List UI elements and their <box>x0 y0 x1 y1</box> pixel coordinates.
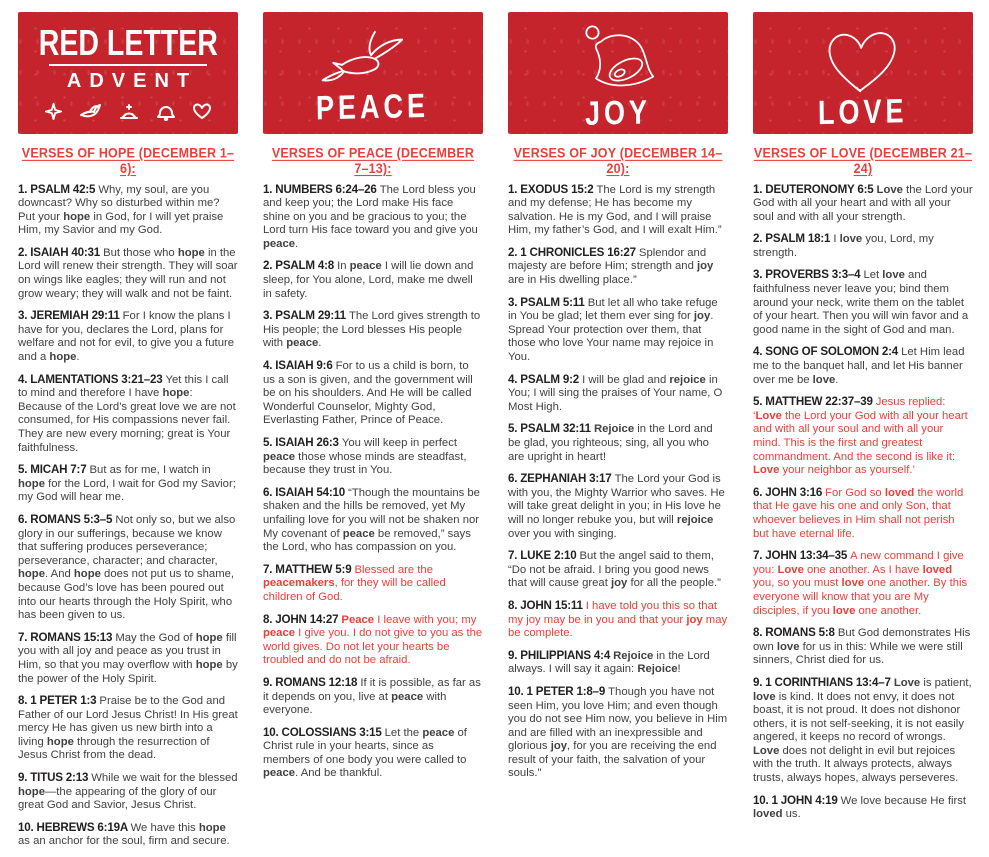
verse <box>263 726 483 781</box>
verse-text: . <box>318 337 322 350</box>
verse-text: by the power of the Holy Spirit. <box>18 658 238 685</box>
verse-text: in the Lord will renew their strength. They will soar on wings like eagles; they will run and not grow weary; they will walk and not be faint. <box>18 246 238 300</box>
verse-text: for the Lord, I wait for God my Savior; my God will hear me. <box>18 477 236 504</box>
verse-text: may be complete. <box>508 613 728 640</box>
verse-text: . And be thankful. <box>295 767 383 780</box>
verse-text: But those who <box>103 246 178 259</box>
verse-text: For I know the plans I have for you, declares the Lord, plans for welfare and not for evil, to give you a future and a <box>18 310 235 364</box>
verse-text: We love because He first <box>840 794 967 807</box>
verse <box>508 599 728 641</box>
verse-text: If it is possible, as far as it depends on you, live at <box>263 676 481 703</box>
column-heading-hope: VERSES OF HOPE (DECEMBER 1–6): <box>21 145 235 176</box>
verse <box>18 631 238 686</box>
verse-reference: 10. COLOSSIANS 3:15 <box>263 725 385 739</box>
verse-keyword: joy <box>693 310 711 323</box>
verse-text: us. <box>782 808 801 821</box>
bell-icon <box>156 101 176 121</box>
verse-keyword: hope <box>198 821 226 834</box>
verse <box>18 246 238 301</box>
verse-text: Not only so, but we also glory in our sufferings, because we know that suffering produces perseverance; perseverance, character; and character, <box>18 513 236 567</box>
verse-reference: 2. ISAIAH 40:31 <box>18 245 104 259</box>
verse-keyword: peace <box>422 726 455 739</box>
verse-reference: 10. 1 PETER 1:8–9 <box>508 684 609 698</box>
verse-keyword: love <box>839 233 863 246</box>
verse-reference: 5. MICAH 7:7 <box>18 463 90 477</box>
column-hope <box>18 12 238 857</box>
verse-text: one another. As I have <box>803 563 923 576</box>
verse-text: is patient, <box>920 676 972 689</box>
verse-reference: 2. 1 CHRONICLES 16:27 <box>508 245 639 259</box>
verse-reference: 8. JOHN 14:27 <box>263 612 342 626</box>
verse <box>753 183 973 225</box>
verse-text: I will be glad and <box>582 373 670 386</box>
verse <box>508 472 728 541</box>
verse-keyword: hope <box>18 568 45 581</box>
verse-text: is kind. It does not envy, it does not boast, it is not proud. It does not dishonor others, it is not self-seeking, it is not easily angered, it keeps no record of wrongs. <box>753 690 964 744</box>
verse-keyword: peace <box>391 690 424 703</box>
verse-keyword: hope <box>49 351 77 364</box>
verse-text: Why, my soul, are you downcast? Why so disturbed within me? Put your <box>18 183 220 223</box>
verse-text: May the God of <box>115 631 196 644</box>
verse <box>263 436 483 478</box>
verse <box>753 794 973 822</box>
verse <box>263 613 483 668</box>
verse-keyword: joy <box>697 260 714 273</box>
column-joy <box>508 12 728 857</box>
verse-text: , for they will be called children of God. <box>263 577 446 603</box>
verse <box>508 685 728 781</box>
love-banner <box>753 12 973 134</box>
verse-keyword: hope <box>195 658 223 671</box>
dove-icon <box>314 28 432 90</box>
verse-text: through the resurrection of Jesus Christ from the dead. <box>18 735 210 762</box>
verse-text: But God demonstrates His own <box>753 627 971 653</box>
verse-text: For God so <box>825 486 885 499</box>
verse-keyword: hope <box>177 246 205 259</box>
verse <box>753 395 973 478</box>
verse-list-love <box>753 183 973 822</box>
verse-text: Though you have not seen Him, you love Him; and even though you do not see Him now, you believe in Him and are filled with an inexpressible and glorious <box>508 685 728 753</box>
verse-text: But the angel said to them, “Do not be afraid. I bring you good news that will cause great <box>508 550 714 590</box>
verse-text: you, so you must <box>753 577 842 590</box>
advent-icon-row <box>44 101 212 121</box>
verse-keyword: love <box>882 269 905 282</box>
verse-reference: 6. ISAIAH 54:10 <box>263 485 349 499</box>
verse-keyword: loved <box>753 808 783 821</box>
column-love <box>753 12 973 857</box>
verse-text: you, Lord, my strength. <box>753 233 934 259</box>
verse-list-joy <box>508 183 728 782</box>
verse-reference: 9. PHILIPPIANS 4:4 <box>508 648 614 662</box>
verse-keyword: peace <box>263 767 296 780</box>
verse <box>753 345 973 387</box>
verse <box>263 359 483 428</box>
star-icon <box>44 102 63 121</box>
verse-keyword: peace <box>342 527 375 540</box>
verse-text: —the appearing of the glory of our great God and Savior, Jesus Christ. <box>18 785 217 812</box>
verse-reference: 6. ROMANS 5:3–5 <box>18 512 116 526</box>
verse-keyword: love <box>841 577 865 590</box>
column-heading-joy: VERSES OF JOY (DECEMBER 14–20): <box>513 145 723 176</box>
logo-line1: RED LETTER <box>38 21 218 64</box>
verse-keyword: hope <box>195 631 223 644</box>
verse <box>753 626 973 668</box>
verse-text: ! <box>677 663 681 676</box>
logo-line2: ADVENT <box>66 70 198 92</box>
verse <box>508 549 728 591</box>
peace-title: PEACE <box>316 86 430 127</box>
verse-reference: 1. NUMBERS 6:24–26 <box>263 182 380 196</box>
verse-text: . <box>76 351 80 364</box>
verse-reference: 5. ISAIAH 26:3 <box>263 436 342 449</box>
verse-text: in You; I will sing the praises of Your name, O Most High. <box>508 373 723 413</box>
verse-keyword: joy <box>686 613 703 626</box>
verse-reference: 4. SONG OF SOLOMON 2:4 <box>753 345 902 359</box>
verse-text: “Though the mountains be shaken and the hills be removed, yet My unfailing love for you will not be shaken nor My covenant of <box>263 486 480 540</box>
verse-keyword: rejoice <box>676 513 714 526</box>
verse-keyword: love <box>812 373 836 386</box>
verse-text: fill you with all joy and peace as you trust in Him, so that you may overflow with <box>18 631 237 671</box>
verse-reference: 2. PSALM 4:8 <box>263 259 338 273</box>
verse-text: In <box>337 260 350 273</box>
verse-text: over you with singing. <box>508 527 617 540</box>
verse-text: We have this <box>130 821 199 834</box>
verse-text: in the Lord and be glad, you righteous; sing, all you who are upright in heart! <box>508 423 713 463</box>
verse <box>18 694 238 763</box>
verse-text: for all the people.” <box>627 577 721 590</box>
verse-text: A new command I give you: <box>753 550 964 576</box>
verse-text: your neighbor as yourself.’ <box>779 464 916 477</box>
verse-keyword: hope <box>18 477 45 490</box>
verse-keyword: Love <box>777 563 804 576</box>
verse-reference: 1. DEUTERONOMY 6:5 <box>753 182 877 196</box>
verse-reference: 5. PSALM 32:11 <box>508 422 594 436</box>
verse-text: The Lord your God is with you, the Mighty Warrior who saves. He will take great delight in you; in His love he will no longer rebuke you, but will <box>508 473 725 526</box>
verse-keyword: rejoice <box>669 373 706 386</box>
verse-reference: 3. PSALM 5:11 <box>508 295 588 309</box>
verse <box>263 259 483 301</box>
verse-text: , for you are receiving the end result of your faith, the salvation of your souls." <box>508 740 717 780</box>
verse <box>753 676 973 786</box>
verse <box>508 246 728 288</box>
verse-keyword: love <box>753 690 776 703</box>
verse-text: I have told you this so that my joy may be in you and that your <box>508 599 718 626</box>
verse-reference: 3. PSALM 29:11 <box>263 309 349 323</box>
verse-text: does not put us to shame, because God’s love has been poured out into our hearts through the Holy Spirit, who has been given to us. <box>18 568 235 622</box>
verse-text: For to us a child is born, to us a son is given, and the government will be on his shoulders. And He will be called Wonderful Counselor, Mighty God, Everlasting Father, Prince of Peace. <box>263 360 473 427</box>
verse-text: : Because of the Lord’s great love we are not consumed, for His compassions never fail. They are new every morning; great is Your faithfulness. <box>18 387 236 454</box>
verse-reference: 10. HEBREWS 6:19A <box>18 820 131 834</box>
verse-text: I give you. I do not give to you as the world gives. Do not let your hearts be troubled and do not be afraid. <box>263 627 483 667</box>
verse <box>753 232 973 260</box>
verse-text: Yet this I call to mind and therefore I have <box>18 373 229 400</box>
verse-reference: 1. EXODUS 15:2 <box>508 182 597 196</box>
verse-text: one another. By this everyone will know that you are My disciples, if you <box>753 577 968 617</box>
verse-text: those whose minds are steadfast, because they trust in You. <box>263 450 467 477</box>
verse-text: does not delight in evil but rejoices with the truth. It always protects, always trusts, always hopes, always perseveres. <box>753 744 959 785</box>
column-heading-love: VERSES OF LOVE (DECEMBER 21–24) <box>753 145 973 176</box>
verse-reference: 9. TITUS 2:13 <box>18 771 92 785</box>
logo-divider <box>49 64 207 66</box>
verse-keyword: peace <box>263 627 296 640</box>
verse-keyword: Rejoice <box>637 663 678 676</box>
verse-keyword: joy <box>610 577 628 590</box>
verse <box>263 676 483 718</box>
verse-keyword: loved <box>922 563 953 576</box>
verse-text: I <box>833 233 840 246</box>
verse-text: . <box>295 237 299 250</box>
column-peace <box>263 12 483 857</box>
verse-keyword: hope <box>63 210 91 223</box>
verse-text: While we wait for the blessed <box>91 772 238 785</box>
verse-reference: 8. JOHN 15:11 <box>508 598 586 612</box>
verse-keyword: hope <box>46 735 74 748</box>
verse-text: Splendor and majesty are before Him; strength and <box>508 246 707 273</box>
verse <box>508 649 728 677</box>
verse-reference: 4. PSALM 9:2 <box>508 372 583 386</box>
verse <box>18 183 238 238</box>
verse-keyword: love <box>776 640 800 653</box>
verse-text: in God, for I will yet praise Him, my Savior and my God. <box>18 210 224 237</box>
verse-text: Blessed are the <box>354 563 433 576</box>
nativity-icon <box>118 101 140 121</box>
verse-text: . <box>835 373 839 386</box>
verse-keyword: peace <box>263 237 296 250</box>
verse-text: The Lord is my strength and my defense; He has become my salvation. He is my God, and I will praise Him, my father’s God, and I will exalt Him.” <box>508 183 722 237</box>
verse-keyword: Peace <box>341 613 375 626</box>
verse-keyword: peace <box>349 260 382 273</box>
verse-text: . Spread Your protection over them, that those who love Your name may rejoice in You. <box>508 310 714 364</box>
verse-reference: 7. ROMANS 15:13 <box>18 630 116 644</box>
verse-keyword: Rejoice <box>613 649 654 662</box>
verse <box>18 821 238 849</box>
verse-text: Let the <box>384 726 423 739</box>
verse-keyword: peacemakers <box>263 577 335 590</box>
verse-text: Let Him lead me to the banquet hall, and let His banner over me be <box>753 346 965 386</box>
verse-keyword: peace <box>263 450 296 463</box>
verse-reference: 7. JOHN 13:34–35 <box>753 549 851 563</box>
verse <box>18 771 238 813</box>
verse <box>18 463 238 505</box>
verse-reference: 9. 1 CORINTHIANS 13:4–7 <box>753 675 894 689</box>
verse-text: and faithfulness never leave you; bind them around your neck, write them on the tablet of your heart. Then you will win favor and a good name in the sight of God and man. <box>753 269 969 336</box>
love-title: LOVE <box>817 91 908 132</box>
verse-text: the Lord your God with all your heart and with all your soul and with all your mind. This is the first and greatest commandment. And the second is like it: <box>753 409 968 463</box>
verse-reference: 10. 1 JOHN 4:19 <box>753 793 841 807</box>
verse-reference: 6. JOHN 3:16 <box>753 485 826 499</box>
verse <box>508 373 728 415</box>
verse-text: with everyone. <box>263 690 447 717</box>
verse-reference: 6. ZEPHANIAH 3:17 <box>508 472 615 486</box>
heart-icon <box>192 102 212 120</box>
verse-text: as an anchor for the soul, firm and secure. <box>18 835 230 848</box>
verse-text: Praise be to the God and Father of our Lord Jesus Christ! In His great mercy He has given us new birth into a living <box>18 695 238 748</box>
verse-text: are in His dwelling place.” <box>508 274 637 287</box>
verse-text: But let all who take refuge in You be glad; let them ever sing for <box>508 296 718 323</box>
bell-icon <box>568 22 668 96</box>
joy-title: JOY <box>584 92 652 132</box>
verse-keyword: love <box>832 604 856 617</box>
peace-banner <box>263 12 483 134</box>
verse-keyword: Rejoice <box>593 423 635 436</box>
verse-reference: 4. LAMENTATIONS 3:21–23 <box>18 372 166 386</box>
verse <box>263 486 483 555</box>
verse-list-peace <box>263 183 483 782</box>
verse-reference: 2. PSALM 18:1 <box>753 232 834 246</box>
verse-text: The Lord gives strength to His people; the Lord blesses His people with <box>263 310 481 350</box>
verse <box>263 563 483 605</box>
verse <box>263 183 483 252</box>
dove-icon <box>79 102 102 120</box>
verse-keyword: Love <box>753 464 780 477</box>
column-heading-peace: VERSES OF PEACE (DECEMBER 7–13): <box>271 145 475 176</box>
verse-reference: 9. ROMANS 12:18 <box>263 675 361 689</box>
verse-keyword: Love <box>876 183 903 196</box>
verse-reference: 8. 1 PETER 1:3 <box>18 694 100 708</box>
verse-text: one another. <box>855 604 922 617</box>
verse-text: I will lie down and sleep, for You alone, Lord, make me dwell in safety. <box>263 260 474 300</box>
verse-text: the world that He gave his one and only Son, that whoever believes in Him shall not perish but have eternal life. <box>753 486 964 540</box>
verse <box>508 296 728 365</box>
verse-text: The Lord bless you and keep you; the Lord make His face shine on you and be gracious to you; the Lord turn His face toward you and give you <box>263 183 478 237</box>
verse-reference: 4. ISAIAH 9:6 <box>263 359 336 373</box>
verse-reference: 3. JEREMIAH 29:11 <box>18 309 123 323</box>
verse-text: be removed,” says the Lord, who has compassion on you. <box>263 527 471 554</box>
verse <box>18 513 238 623</box>
verse-reference: 3. PROVERBS 3:3–4 <box>753 268 864 282</box>
verse-text: Let <box>863 269 883 282</box>
verse <box>753 486 973 541</box>
verse-keyword: hope <box>18 785 45 798</box>
verse-text: I leave with you; my <box>374 613 477 626</box>
verse-text: of Christ rule in your hearts, since as members of one body you were called to <box>263 726 467 766</box>
verse-text: But as for me, I watch in <box>89 464 211 477</box>
verse <box>18 373 238 456</box>
joy-banner <box>508 12 728 134</box>
verse <box>508 422 728 464</box>
verse-text: . And <box>45 568 74 581</box>
verse-list-hope <box>18 183 238 850</box>
verse-keyword: peace <box>286 337 319 350</box>
verse-text: in the Lord always. I will say it again: <box>508 649 710 676</box>
verse <box>263 309 483 351</box>
verse <box>753 549 973 618</box>
verse-keyword: hope <box>73 568 101 581</box>
verse-keyword: joy <box>550 740 568 753</box>
verse-text: for us in this: While we were still sinners, Christ died for us. <box>753 640 963 667</box>
verse <box>18 309 238 364</box>
verse-text: You will keep in perfect <box>341 437 457 449</box>
red-letter-advent-banner <box>18 12 238 134</box>
verse-reference: 5. MATTHEW 22:37–39 <box>753 395 876 409</box>
verse-keyword: Love <box>893 676 921 689</box>
verse-reference: 7. LUKE 2:10 <box>508 549 580 563</box>
verse-keyword: hope <box>162 387 190 400</box>
verse-keyword: loved <box>884 486 915 499</box>
verse-reference: 1. PSALM 42:5 <box>18 182 99 196</box>
verse <box>753 268 973 337</box>
verse-keyword: Love <box>753 744 780 757</box>
verse-text: the Lord your God with all your heart and with all your soul and with all your strength. <box>753 183 973 223</box>
verse-reference: 8. ROMANS 5:8 <box>753 626 838 640</box>
verse <box>508 183 728 238</box>
verse-text: Jesus replied: ‘ <box>753 396 946 422</box>
verse-keyword: Love <box>755 409 782 422</box>
heart-icon <box>811 23 915 95</box>
verse-reference: 7. MATTHEW 5:9 <box>263 562 355 576</box>
